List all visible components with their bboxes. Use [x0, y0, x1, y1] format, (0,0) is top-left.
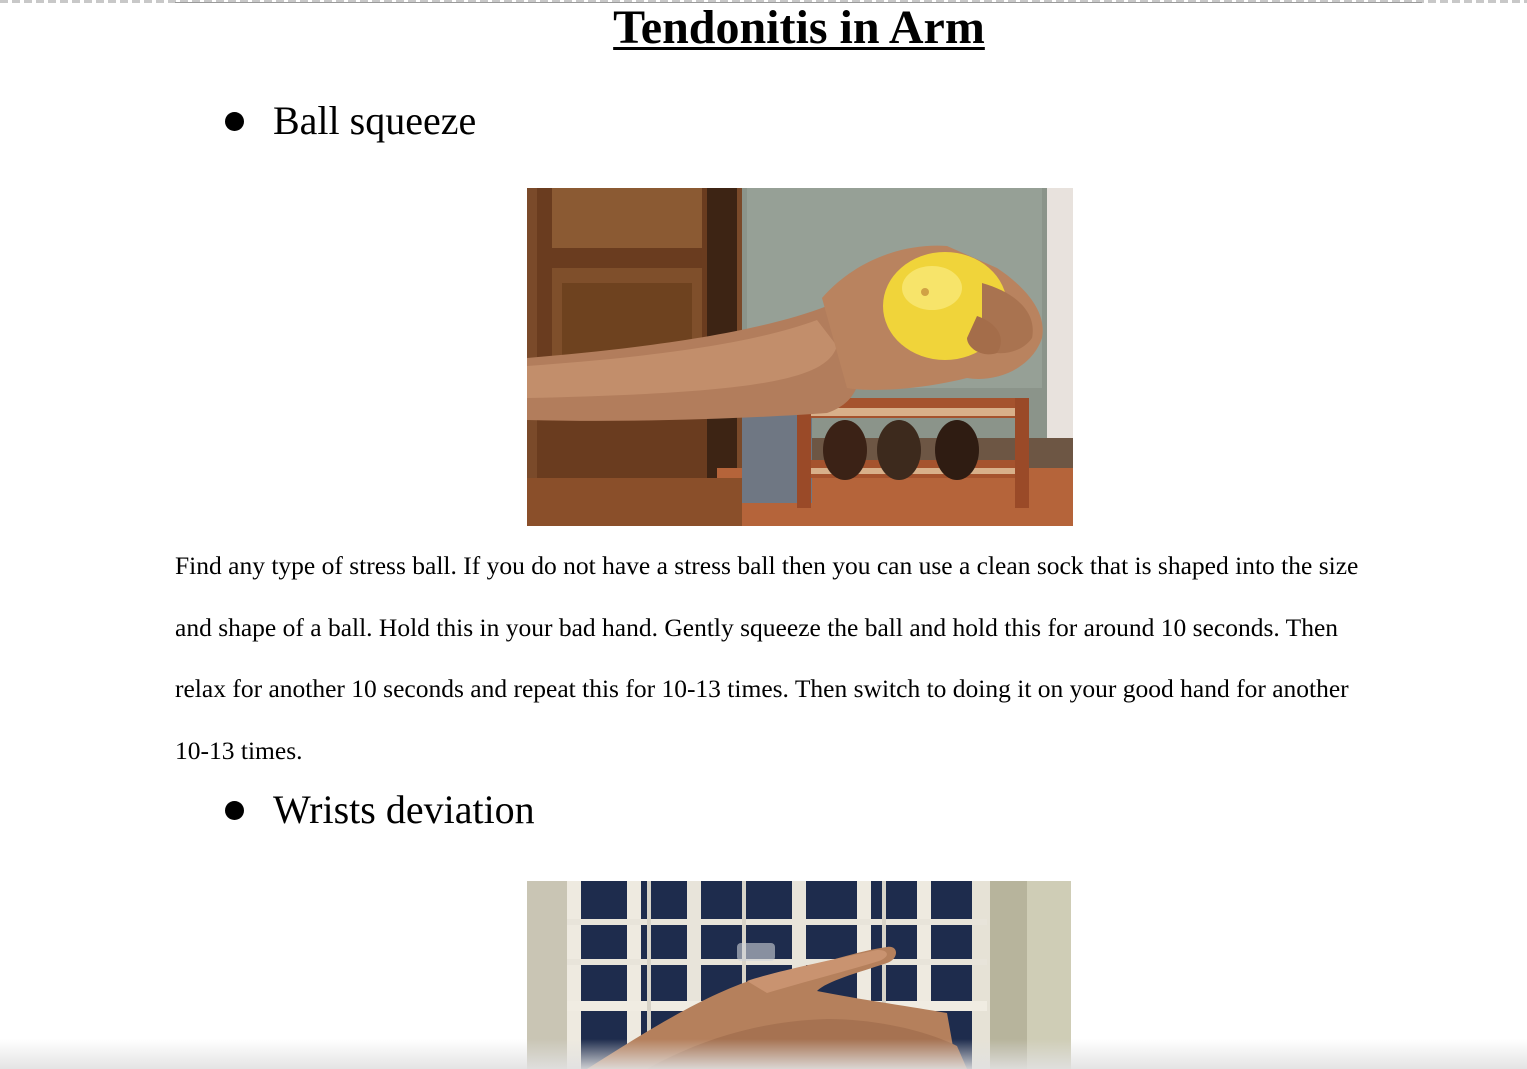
page-title: Tendonitis in Arm	[613, 1, 985, 54]
bullet-dot-icon	[225, 801, 244, 820]
bullet-heading-ball-squeeze	[222, 99, 476, 143]
bullet-heading-label: Ball squeeze	[273, 98, 477, 143]
paragraph-line: relax for another 10 seconds and repeat this for 10-13 times. Then switch to doing it on your good hand for another	[175, 674, 1349, 703]
wrists-deviation-photo	[527, 881, 1071, 1069]
ball-squeeze-photo	[527, 188, 1073, 526]
bullet-heading-label: Wrists deviation	[273, 787, 535, 832]
paragraph-line: 10-13 times.	[175, 735, 303, 765]
bullet-dot-icon	[225, 112, 244, 131]
ball-squeeze-instructions	[175, 535, 1425, 781]
paragraph-line: Find any type of stress ball. If you do not have a stress ball then you can use a clean sock that is shaped into the size	[175, 551, 1359, 580]
bullet-heading-wrists-deviation	[222, 788, 535, 832]
paragraph-line: and shape of a ball. Hold this in your bad hand. Gently squeeze the ball and hold this for around 10 seconds. Then	[175, 612, 1339, 642]
